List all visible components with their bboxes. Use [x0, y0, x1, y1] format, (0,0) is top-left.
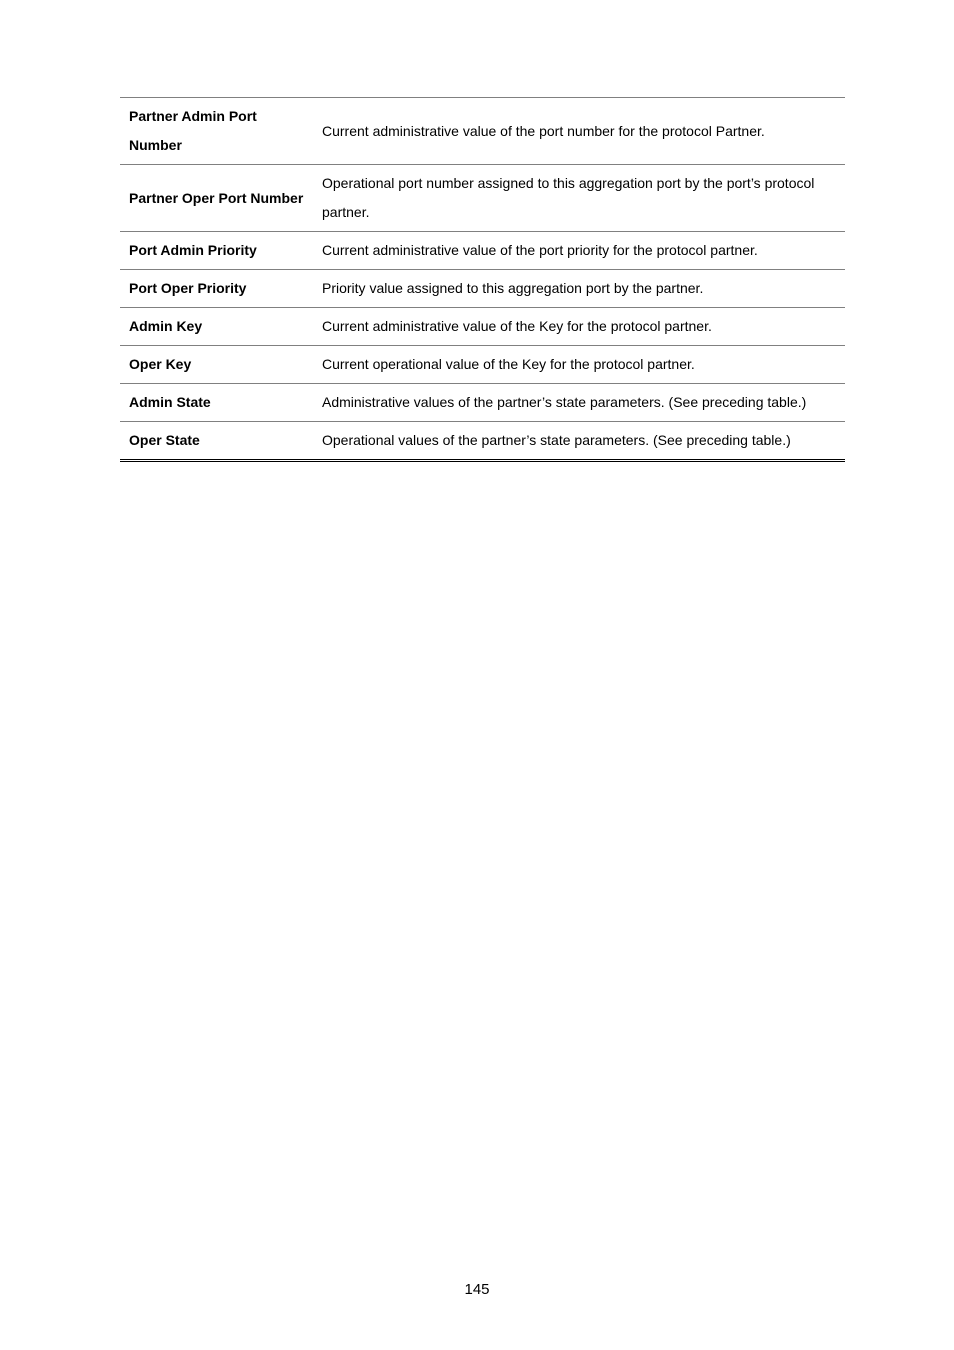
parameter-name: Port Admin Priority	[120, 232, 313, 270]
parameter-description: Current operational value of the Key for the protocol partner.	[313, 346, 845, 384]
parameter-description: Operational port number assigned to this aggregation port by the port’s protocol partner.	[313, 165, 845, 232]
page-number: 145	[464, 1281, 490, 1298]
table-row	[120, 165, 845, 232]
parameter-name: Partner Admin Port Number	[120, 98, 313, 165]
parameter-name: Oper State	[129, 432, 200, 448]
table-row	[120, 346, 845, 384]
parameter-name: Partner Oper Port Number	[120, 165, 313, 232]
table-row	[120, 232, 845, 270]
parameter-description: Current administrative value of the port priority for the protocol partner.	[313, 232, 845, 270]
parameter-name: Admin State	[120, 384, 313, 422]
table-row	[120, 270, 845, 308]
table-row	[120, 384, 845, 422]
parameter-table	[120, 97, 845, 462]
parameter-name: Oper Key	[120, 346, 313, 384]
parameter-description: Administrative values of the partner’s state parameters. (See preceding table.)	[313, 384, 845, 422]
parameter-name: Port Oper Priority	[120, 270, 313, 308]
table-row	[120, 308, 845, 346]
table-row	[120, 98, 845, 165]
parameter-description: Priority value assigned to this aggregation port by the partner.	[313, 270, 845, 308]
parameter-description: Operational values of the partner’s state parameters. (See preceding table.)	[322, 432, 791, 448]
parameter-name: Admin Key	[120, 308, 313, 346]
parameter-description: Current administrative value of the port number for the protocol Partner.	[313, 98, 845, 165]
parameter-description: Current administrative value of the Key for the protocol partner.	[313, 308, 845, 346]
table-row	[120, 422, 845, 461]
